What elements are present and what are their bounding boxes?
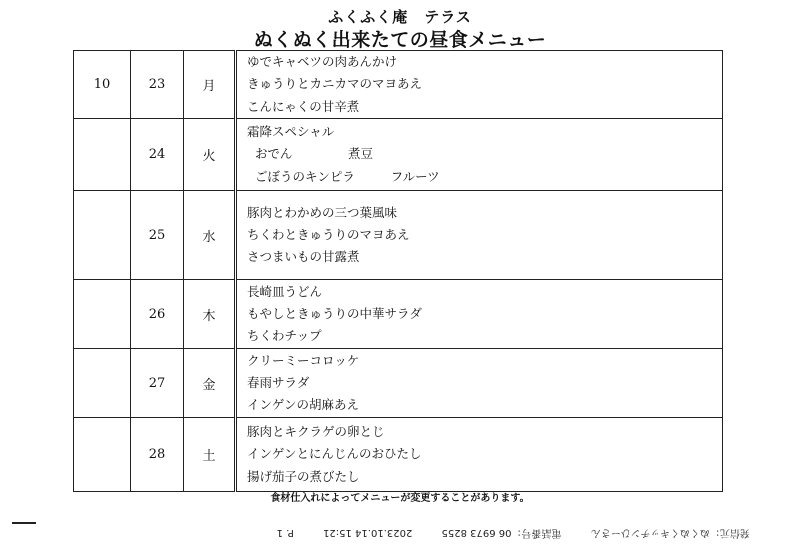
menu-weekday: 金 <box>184 349 236 418</box>
menu-day: 28 <box>131 418 184 492</box>
menu-month <box>74 418 131 492</box>
menu-dish: こんにゃくの甘辛煮 <box>247 98 360 114</box>
menu-row <box>74 51 723 119</box>
menu-dishes <box>236 280 723 349</box>
menu-dishes <box>236 191 723 280</box>
menu-day: 23 <box>131 51 184 119</box>
menu-dish: さつまいもの甘露煮 <box>247 249 360 265</box>
menu-dish: 春雨サラダ <box>247 374 310 390</box>
menu-dish: おでん 煮豆 <box>247 146 373 162</box>
menu-day: 25 <box>131 191 184 280</box>
menu-table <box>73 50 723 492</box>
menu-row <box>74 119 723 191</box>
menu-row <box>74 191 723 280</box>
menu-weekday: 木 <box>184 280 236 349</box>
menu-dish: 長崎皿うどん <box>247 283 323 299</box>
menu-dishes <box>236 51 723 119</box>
menu-change-notice: 食材仕入れによってメニューが変更することがあります。 <box>270 493 530 504</box>
fax-edge-mark <box>12 522 36 524</box>
fax-sender: 発信元：ぬくぬくキッチンひーさん <box>590 527 750 538</box>
menu-weekday: 火 <box>184 119 236 191</box>
menu-month <box>74 191 131 280</box>
menu-row <box>74 280 723 349</box>
menu-weekday: 土 <box>184 418 236 492</box>
menu-row <box>74 418 723 492</box>
menu-dishes <box>236 349 723 418</box>
menu-dishes <box>236 418 723 492</box>
menu-dishes <box>236 119 723 191</box>
menu-dish: インゲンとにんじんのおひたし <box>247 446 422 462</box>
menu-day: 24 <box>131 119 184 191</box>
restaurant-name: ふくふく庵 テラス <box>328 8 472 26</box>
menu-month <box>74 349 131 418</box>
menu-title: ぬくぬく出来たての昼食メニュー <box>253 29 547 51</box>
menu-dish: ゆでキャベツの肉あんかけ <box>247 54 398 70</box>
menu-day: 27 <box>131 349 184 418</box>
menu-month <box>74 119 131 191</box>
menu-dish: 豚肉とキクラゲの卵とじ <box>247 424 385 440</box>
menu-dish: ごぼうのキンピラ フルーツ <box>247 168 440 184</box>
menu-month: 10 <box>74 51 131 119</box>
menu-dish: 豚肉とわかめの三つ葉風味 <box>247 204 398 220</box>
menu-weekday: 月 <box>184 51 236 119</box>
menu-dish: きゅうりとカニカマのマヨあえ <box>247 76 423 92</box>
menu-day: 26 <box>131 280 184 349</box>
fax-footer <box>40 527 750 542</box>
menu-row <box>74 349 723 418</box>
menu-dish: 揚げ茄子の煮びたし <box>247 468 360 484</box>
fax-datetime: 2023.10.14 15:21 <box>323 527 413 538</box>
menu-dish: ちくわチップ <box>247 328 322 344</box>
menu-weekday: 水 <box>184 191 236 280</box>
fax-phone: 電話番号：06 6973 8255 <box>441 527 562 538</box>
fax-page: P. 1 <box>276 527 294 538</box>
menu-dish: インゲンの胡麻あえ <box>247 397 360 413</box>
menu-dish: ちくわときゅうりのマヨあえ <box>247 226 410 242</box>
menu-dish: もやしときゅうりの中華サラダ <box>247 305 422 321</box>
menu-dish: 霜降スペシャル <box>247 124 335 140</box>
menu-dish: クリーミーコロッケ <box>247 352 360 368</box>
menu-month <box>74 280 131 349</box>
